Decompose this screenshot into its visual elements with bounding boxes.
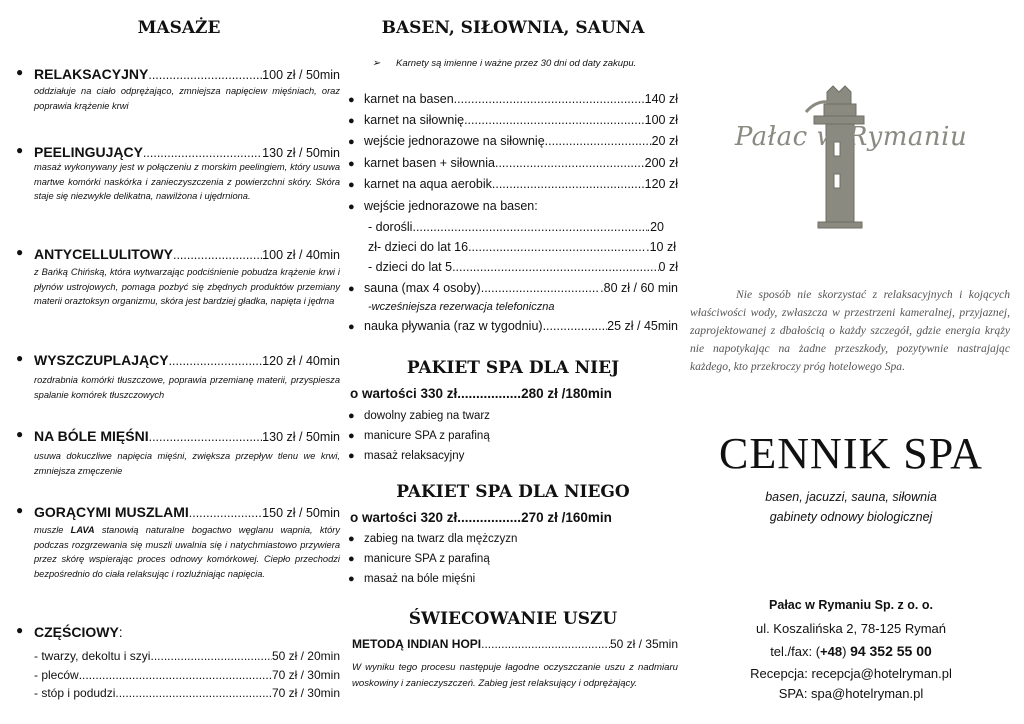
phone-number: 94 352 55 00 (850, 643, 932, 659)
pass-note (372, 56, 666, 71)
package-item (348, 410, 490, 422)
pool-label: karnet na siłownię (364, 113, 465, 127)
bullet-icon: ● (348, 115, 355, 127)
pool-price: 200 zł (644, 156, 678, 170)
dot-leader (492, 177, 645, 191)
dot-leader: ................. (457, 510, 522, 525)
dot-leader: ................. (457, 386, 522, 401)
bullet-icon: ● (348, 430, 355, 442)
dot-leader (149, 430, 263, 444)
pool-label: zł- dzieci do lat 16 (368, 240, 469, 254)
massage-name: WYSZCZUPLAJĄCY (34, 352, 169, 368)
dot-leader (495, 156, 645, 170)
package-value: o wartości 330 zł (350, 386, 458, 401)
pool-label: - dzieci do lat 5 (368, 260, 453, 274)
massage-price: 130 zł / 50min (262, 430, 340, 444)
massage-desc: masaż wykonywany jest w połączeniu z morskim peelingiem, który usuwa martwe komórki naskórka i zanieczyszczenia z powierzchni skóry. Skóra staje się niezwykle delikatna, nawilżona i ujędrniona. (34, 162, 340, 201)
bullet-icon: ● (16, 65, 24, 79)
pool-row (348, 177, 678, 191)
pool-row (348, 319, 678, 333)
package-price: 280 zł /180min (521, 386, 612, 401)
dot-leader (464, 113, 645, 127)
dot-leader (115, 686, 272, 700)
pool-price: .80 zł / 60 min (600, 281, 678, 295)
pool-row (348, 113, 678, 127)
dot-leader (412, 220, 646, 234)
pool-row (348, 199, 678, 213)
pool-label: wejście jednorazowe na siłownię (364, 134, 545, 148)
arrow-bullet-icon: ➢ (372, 58, 381, 69)
dot-leader (169, 354, 263, 368)
palace-logo (686, 82, 1016, 242)
massage-price: 100 zł / 50min (262, 68, 340, 82)
massage-desc: oddziałuje na ciało odprężająco, zmniejsza napięciew mięśniach, oraz poprawia krążenie krwi (34, 86, 340, 111)
colon: : (118, 624, 123, 640)
bullet-icon: ● (348, 321, 355, 333)
massage-desc (18, 523, 340, 581)
pool-label: sauna (max 4 osoby) (364, 281, 481, 295)
bullet-icon: ● (16, 143, 24, 157)
bullet-icon: ● (348, 94, 355, 106)
dot-leader (189, 506, 262, 520)
massage-desc: z Bańką Chińską, która wytwarzając podciśnienie pobudza krążenie krwi i płynów ustrojowych, pomaga pozbyć się zbędnych produktów przemiany materii oraztoksyn organizmu, skóra jest bardziej gładka, napięta i jędrna (34, 267, 340, 306)
bullet-icon: ● (348, 533, 355, 545)
dot-leader (543, 319, 608, 333)
massage-desc: rozdrabnia komórki tłuszczowe, poprawia przemianę materii, przyspiesza spalanie komórek tłuszczowych (34, 375, 340, 400)
dot-leader (481, 637, 610, 651)
bullet-icon: ● (16, 427, 24, 441)
massage-name: NA BÓLE MIĘŚNI (34, 428, 149, 444)
pass-note-text: Karnety są imienne i ważne przez 30 dni od daty zakupu. (396, 58, 637, 69)
dot-leader (454, 92, 645, 106)
massage-price: 150 zł / 50min (262, 506, 340, 520)
partial-price: 70 zł / 30min (271, 668, 340, 682)
package-item-label: zabieg na twarz dla mężczyzn (364, 533, 518, 545)
dot-leader (173, 248, 262, 262)
pool-price: .20 (646, 220, 664, 234)
dot-leader (148, 68, 262, 82)
pool-label: - dorośli (368, 220, 413, 234)
massage-name: ANTYCELLULITOWY (34, 246, 173, 262)
logo-text: Pałac w Rymaniu (734, 122, 968, 152)
ear-candling-title: ŚWIECOWANIE USZU (408, 609, 618, 629)
dot-leader (545, 134, 652, 148)
pool-label: karnet na basen (364, 92, 454, 106)
bullet-icon: ● (348, 553, 355, 565)
ear-price: 50 zł / 35min (609, 637, 678, 651)
package-item (348, 553, 490, 565)
headline: CENNIK SPA (719, 429, 983, 478)
massage-name: GORĄCYMI MUSZLAMI (34, 504, 189, 520)
partial-row (34, 686, 340, 700)
pool-subrow (368, 240, 678, 254)
bullet-icon: ● (348, 450, 355, 462)
bullet-icon: ● (16, 503, 24, 517)
massage-item-bole-miesni (18, 428, 340, 478)
pool-label: wejście jednorazowe na basen: (364, 199, 538, 213)
pool-price: 120 zł (644, 177, 678, 191)
pool-title: BASEN, SIŁOWNIA, SAUNA (381, 18, 645, 38)
pool-row (348, 281, 678, 295)
desc-brand: LAVA (70, 525, 95, 535)
spa-email[interactable]: SPA: spa@hotelryman.pl (778, 686, 924, 701)
dot-leader (150, 649, 271, 663)
intro-text: Nie sposób nie skorzystać z relaksacyjnych i kojących właściwości wody, zwłaszcza w przestrzeni kameralnej, przyjaznej, zaprojektowanej z dbałością o każdy szczegół, gdzie energia krąży nie napotykając na żadne przeszkody, pozytywnie nastrajając każdego, kto przekroczy próg hotelowego Spa. (690, 288, 1010, 373)
phone-prefix: +48 (820, 644, 843, 659)
bullet-icon: ● (348, 201, 355, 213)
package-item (348, 450, 464, 462)
package-item-label: masaż na bóle mięśni (364, 573, 476, 585)
package-her-title: PAKIET SPA DLA NIEJ (406, 358, 620, 378)
package-her-value (350, 386, 678, 401)
massage-item-peelingujacy (18, 144, 340, 204)
massage-price: 120 zł / 40min (262, 354, 340, 368)
pool-subrow (368, 220, 678, 234)
pool-row (348, 134, 678, 148)
ear-method-row (352, 637, 678, 651)
massage-price: 100 zł / 40min (262, 248, 340, 262)
partial-price: 50 zł / 20min (271, 649, 340, 663)
bullet-icon: ● (348, 136, 355, 148)
pool-price: 25 zł / 45min (607, 319, 678, 333)
bullet-icon: ● (348, 573, 355, 585)
massage-item-czesciowy (18, 624, 340, 640)
pool-price: .10 zł (646, 240, 676, 254)
phone-close: ) (842, 644, 851, 659)
bullet-icon: ● (348, 179, 355, 191)
company-phone (686, 643, 1016, 659)
massage-name: CZĘŚCIOWY (34, 624, 119, 640)
massage-item-wyszczuplajacy (18, 352, 340, 402)
bullet-icon: ● (16, 623, 24, 637)
package-price: 270 zł /160min (521, 510, 612, 525)
package-item-label: dowolny zabieg na twarz (364, 410, 490, 422)
package-item-label: manicure SPA z parafiną (364, 430, 490, 442)
pool-label: karnet basen + siłownia (364, 156, 495, 170)
subline-2: gabinety odnowy biologicznej (769, 510, 933, 524)
ear-method: METODĄ INDIAN HOPI (352, 637, 482, 651)
pool-label: nauka pływania (raz w tygodniu) (364, 319, 543, 333)
massage-item-relaksacyjny (18, 66, 340, 113)
package-him-value (350, 510, 678, 525)
dot-leader (481, 281, 600, 295)
massage-price: 130 zł / 50min (262, 146, 340, 160)
package-value: o wartości 320 zł (350, 510, 458, 525)
bullet-icon: ● (348, 410, 355, 422)
partial-row (34, 649, 340, 663)
partial-price: 70 zł / 30min (271, 686, 340, 700)
dot-leader (468, 240, 646, 254)
package-item-label: masaż relaksacyjny (364, 450, 465, 462)
pool-price: 100 zł (644, 113, 678, 127)
package-item-label: manicure SPA z parafiną (364, 553, 490, 565)
desc-part: muszle (34, 525, 71, 535)
sauna-note: -wcześniejsza rezerwacja telefoniczna (368, 301, 555, 313)
dot-leader (79, 668, 272, 682)
massage-name: PEELINGUJĄCY (34, 144, 143, 160)
package-item (348, 533, 517, 545)
pool-subrow (368, 260, 678, 274)
subline-1: basen, jacuzzi, sauna, siłownia (765, 490, 937, 504)
pool-row (348, 92, 678, 106)
package-item (348, 430, 490, 442)
company-name: Pałac w Rymaniu Sp. z o. o. (769, 598, 933, 612)
bullet-icon: ● (16, 351, 24, 365)
massage-title: MASAŻE (137, 18, 221, 38)
pool-label: karnet na aqua aerobik (364, 177, 492, 191)
package-item (348, 573, 475, 585)
pool-row (348, 156, 678, 170)
pool-price: 20 zł (651, 134, 678, 148)
pool-price: 140 zł (644, 92, 678, 106)
massage-item-antycellulitowy (18, 246, 340, 309)
bullet-icon: ● (16, 245, 24, 259)
package-him-title: PAKIET SPA DLA NIEGO (396, 482, 630, 502)
reception-email[interactable]: Recepcja: recepcja@hotelryman.pl (750, 666, 952, 681)
partial-label: - twarzy, dekoltu i szyi (34, 649, 151, 663)
pool-price: 0 zł (658, 260, 678, 274)
bullet-icon: ● (348, 158, 355, 170)
partial-label: - pleców (34, 668, 79, 682)
ear-desc: W wyniku tego procesu następuje łagodne oczyszczanie uszu z nadmiaru woskowiny i zanieczyszczeń. Zabieg jest relaksujący i odprężający. (352, 662, 678, 689)
massage-name: RELAKSACYJNY (34, 66, 149, 82)
tower-icon (686, 82, 1016, 242)
company-address: ul. Koszalińska 2, 78-125 Rymań (755, 621, 947, 636)
dot-leader (143, 146, 262, 160)
desc-part: stanowią naturalne bogactwo węglanu wapnia, który podczas rozgrzewania się muszli uwalnia się i natychmiastowo przywiera przez skórę wspierając proces odnowy komórkowej. Ciepło przechodzi bezpośrednio do ciała relaksując i rozluźniając napięcia. (34, 525, 341, 579)
phone-label: tel./fax: ( (770, 644, 821, 659)
massage-item-goracymi-muszlami (18, 504, 340, 581)
partial-label: - stóp i podudzi (34, 686, 116, 700)
partial-row (34, 668, 340, 682)
dot-leader (452, 260, 658, 274)
bullet-icon: ● (348, 283, 355, 295)
massage-desc: usuwa dokuczliwe napięcia mięśni, zwiększa przepływ tlenu we krwi, zmniejsza zmęczenie (34, 451, 340, 476)
